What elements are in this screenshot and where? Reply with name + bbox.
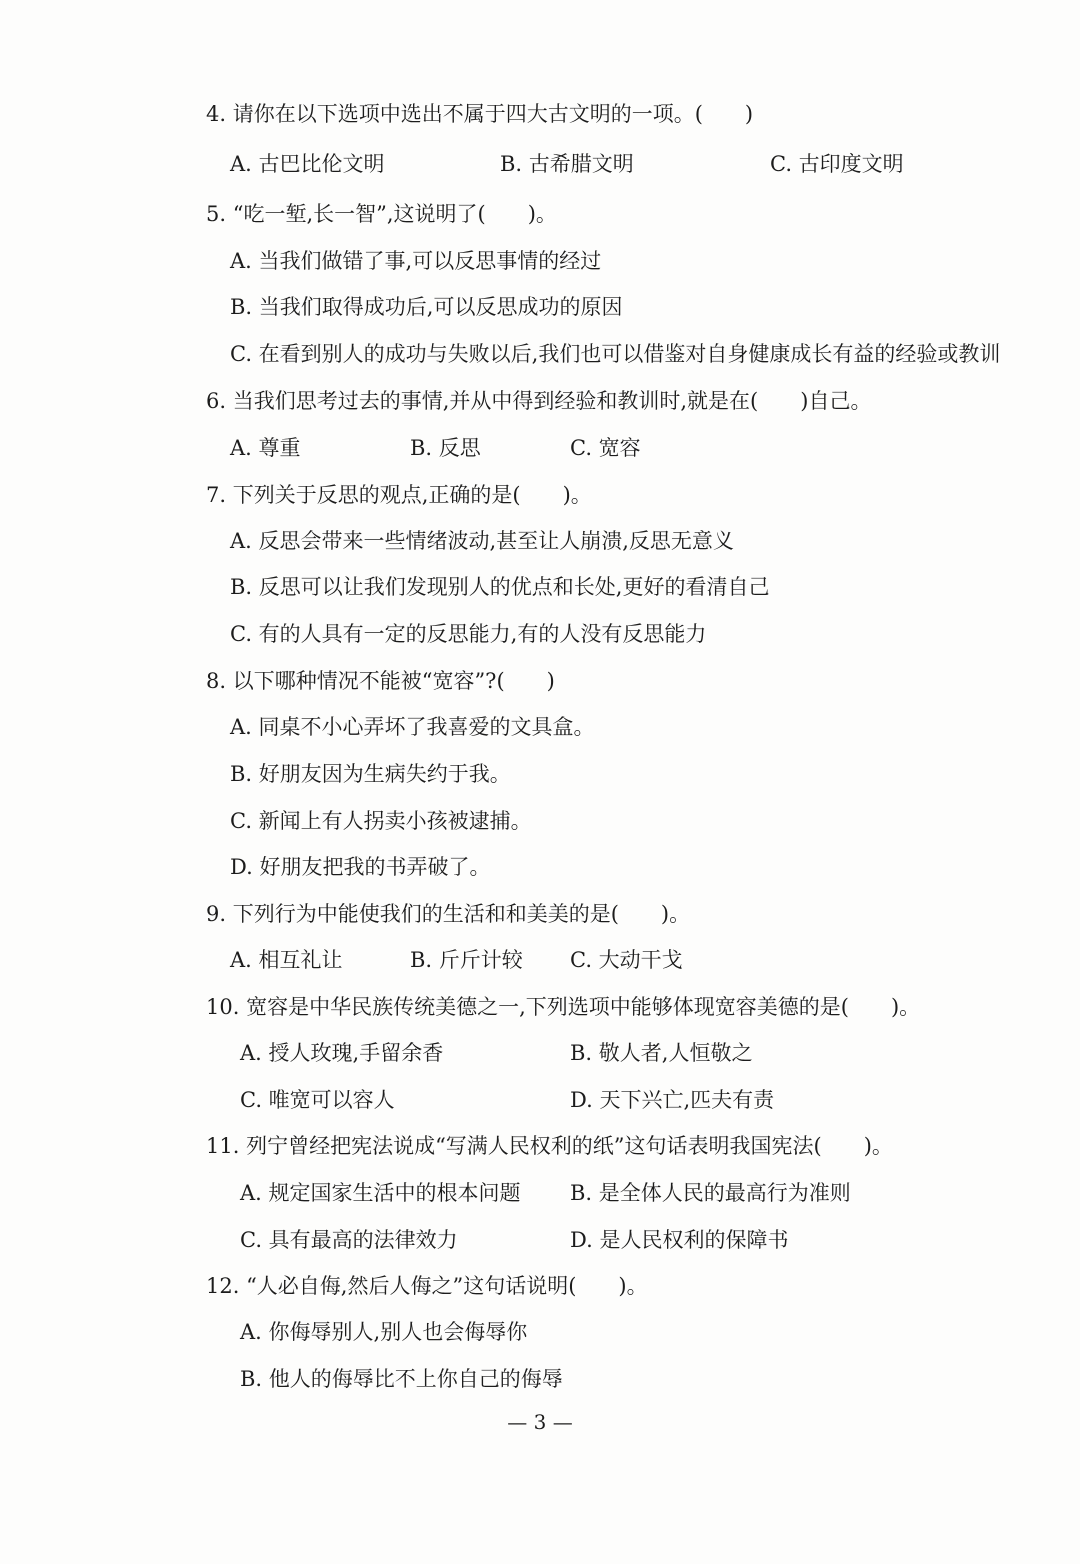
page-number: — 3 — [507, 1410, 573, 1434]
q11-option-d: D. 是人民权利的保障书 [570, 1228, 789, 1252]
q11-option-c: C. 具有最高的法律效力 [240, 1228, 458, 1252]
q6-option-a: A. 尊重 [230, 436, 301, 460]
q4-option-b: B. 古希腊文明 [500, 152, 634, 176]
q12-option-a: A. 你侮辱别人,别人也会侮辱你 [240, 1320, 528, 1344]
q6-option-c: C. 宽容 [570, 436, 641, 460]
q9-option-b: B. 斤斤计较 [410, 948, 523, 972]
question-12-stem: 12. “人必自侮,然后人侮之”这句话说明( )。 [206, 1274, 648, 1298]
q4-option-a: A. 古巴比伦文明 [230, 152, 385, 176]
q10-option-c: C. 唯宽可以容人 [240, 1088, 395, 1112]
q9-option-c: C. 大动干戈 [570, 948, 683, 972]
q8-option-d: D. 好朋友把我的书弄破了。 [230, 855, 491, 879]
q6-option-b: B. 反思 [410, 436, 481, 460]
q5-option-a: A. 当我们做错了事,可以反思事情的经过 [230, 249, 602, 273]
q8-option-c: C. 新闻上有人拐卖小孩被逮捕。 [230, 809, 532, 833]
q7-option-b: B. 反思可以让我们发现别人的优点和长处,更好的看清自己 [230, 575, 770, 599]
q9-option-a: A. 相互礼让 [230, 948, 343, 972]
q10-option-a: A. 授人玫瑰,手留余香 [240, 1041, 444, 1065]
q5-option-b: B. 当我们取得成功后,可以反思成功的原因 [230, 295, 623, 319]
question-10-stem: 10. 宽容是中华民族传统美德之一,下列选项中能够体现宽容美德的是( )。 [206, 995, 921, 1019]
question-7-stem: 7. 下列关于反思的观点,正确的是( )。 [206, 483, 592, 507]
q10-option-b: B. 敬人者,人恒敬之 [570, 1041, 753, 1065]
question-5-stem: 5. “吃一堑,长一智”,这说明了( )。 [206, 202, 557, 226]
q5-option-c: C. 在看到别人的成功与失败以后,我们也可以借鉴对自身健康成长有益的经验或教训 [230, 342, 1001, 366]
q4-option-c: C. 古印度文明 [770, 152, 904, 176]
q11-option-b: B. 是全体人民的最高行为准则 [570, 1181, 851, 1205]
q7-option-a: A. 反思会带来一些情绪波动,甚至让人崩溃,反思无意义 [230, 529, 734, 553]
question-9-stem: 9. 下列行为中能使我们的生活和和美美的是( )。 [206, 902, 691, 926]
q10-option-d: D. 天下兴亡,匹夫有责 [570, 1088, 775, 1112]
question-11-stem: 11. 列宁曾经把宪法说成“写满人民权利的纸”这句话表明我国宪法( )。 [206, 1134, 893, 1158]
q8-option-b: B. 好朋友因为生病失约于我。 [230, 762, 511, 786]
question-8-stem: 8. 以下哪种情况不能被“宽容”?( ) [206, 669, 555, 693]
q12-option-b: B. 他人的侮辱比不上你自己的侮辱 [240, 1367, 563, 1391]
q11-option-a: A. 规定国家生活中的根本问题 [240, 1181, 521, 1205]
q7-option-c: C. 有的人具有一定的反思能力,有的人没有反思能力 [230, 622, 707, 646]
question-4-stem: 4. 请你在以下选项中选出不属于四大古文明的一项。( ) [206, 102, 754, 126]
question-6-stem: 6. 当我们思考过去的事情,并从中得到经验和教训时,就是在( )自己。 [206, 389, 872, 413]
q8-option-a: A. 同桌不小心弄坏了我喜爱的文具盒。 [230, 715, 595, 739]
